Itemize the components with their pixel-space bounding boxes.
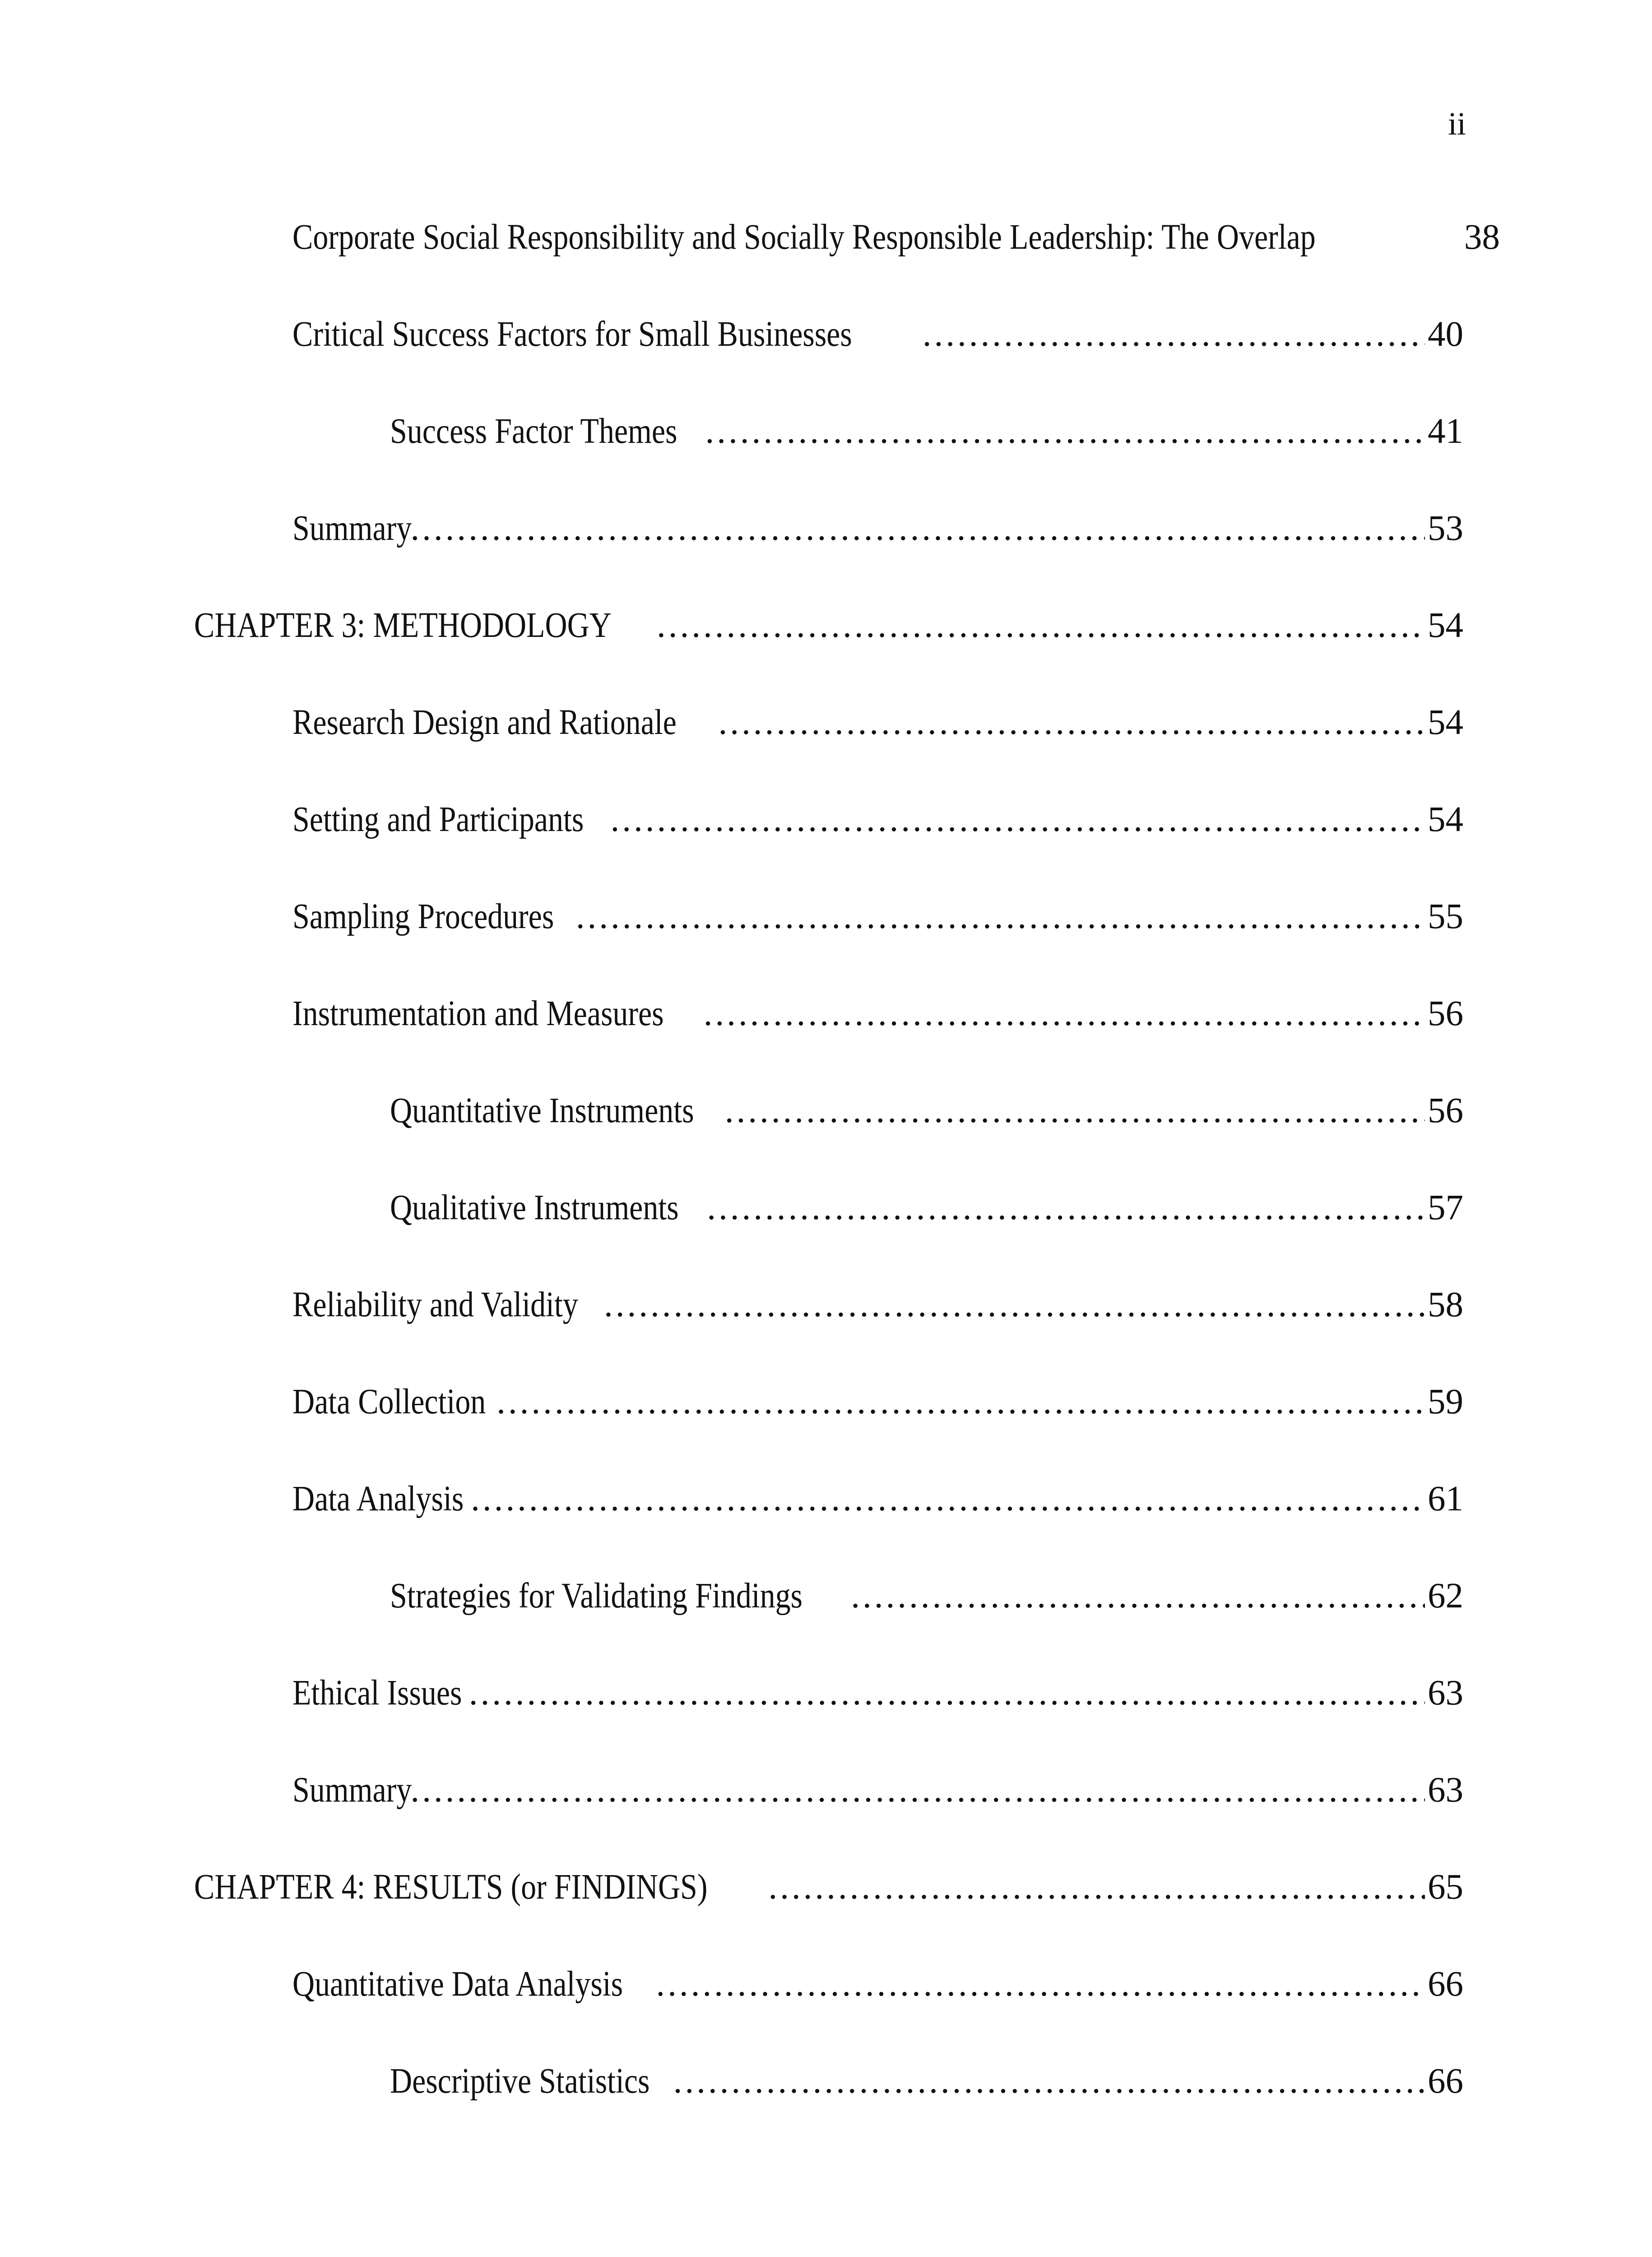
toc-entry-title: Quantitative Data Analysis: [292, 1964, 623, 2004]
toc-leader-dots: [707, 1186, 1425, 1230]
toc-entry-title: Setting and Participants: [292, 800, 584, 839]
toc-entry[interactable]: [0, 1769, 1652, 1866]
toc-entry-title: Descriptive Statistics: [390, 2062, 650, 2101]
toc-entry-title: Success Factor Themes: [390, 412, 678, 451]
toc-entry-title: Quantitative Instruments: [390, 1091, 694, 1130]
toc-entry-page: 57: [1428, 1188, 1463, 1227]
toc-entry[interactable]: [0, 1380, 1652, 1477]
toc-entry-title: Ethical Issues: [292, 1673, 462, 1713]
toc-leader-dots: [471, 1477, 1425, 1521]
toc-entry-title: Summary: [292, 1770, 412, 1810]
toc-leader-dots: [718, 701, 1425, 744]
toc-entry[interactable]: [0, 1089, 1652, 1186]
toc-entry-title: Data Analysis: [292, 1479, 464, 1519]
toc-leader-dots: [469, 1672, 1425, 1715]
toc-entry[interactable]: [0, 216, 1652, 313]
toc-entry-page: 62: [1428, 1576, 1463, 1616]
toc-entry-page: 53: [1428, 509, 1463, 548]
toc-entry-title: Summary: [292, 509, 412, 548]
toc-entry-page: 59: [1428, 1382, 1463, 1421]
toc-entry-title: Reliability and Validity: [292, 1285, 578, 1324]
toc-entry-page: 38: [1464, 218, 1500, 257]
table-of-contents: [0, 216, 1652, 2157]
toc-entry[interactable]: [0, 1186, 1652, 1283]
toc-leader-dots: [410, 507, 1425, 550]
toc-leader-dots: [768, 1866, 1425, 1909]
toc-entry-page: 66: [1428, 1964, 1463, 2004]
toc-entry-page: 40: [1428, 315, 1463, 354]
toc-leader-dots: [656, 1963, 1425, 2006]
toc-entry-chapter[interactable]: [0, 1866, 1652, 1963]
toc-entry[interactable]: [0, 1283, 1652, 1380]
toc-entry-page: 56: [1428, 994, 1463, 1033]
toc-entry-title: Research Design and Rationale: [292, 703, 677, 742]
toc-entry-page: 56: [1428, 1091, 1463, 1130]
toc-entry-title: CHAPTER 4: RESULTS (or FINDINGS): [194, 1867, 708, 1907]
toc-leader-dots: [851, 1574, 1425, 1618]
toc-entry-title: Critical Success Factors for Small Businesses: [292, 315, 852, 354]
toc-entry[interactable]: [0, 1477, 1652, 1574]
toc-entry[interactable]: [0, 1574, 1652, 1672]
page-number: ii: [1448, 106, 1466, 142]
toc-leader-dots: [704, 992, 1425, 1036]
toc-entry-page: 61: [1428, 1479, 1463, 1519]
toc-leader-dots: [604, 1283, 1425, 1327]
toc-entry[interactable]: [0, 895, 1652, 992]
toc-leader-dots: [673, 2060, 1425, 2103]
toc-entry-title: CHAPTER 3: METHODOLOGY: [194, 606, 612, 645]
toc-entry[interactable]: [0, 992, 1652, 1089]
toc-entry[interactable]: [0, 1672, 1652, 1769]
toc-leader-dots: [576, 895, 1425, 938]
toc-entry[interactable]: [0, 410, 1652, 507]
toc-entry-title: Data Collection: [292, 1382, 486, 1421]
toc-leader-dots: [497, 1380, 1425, 1424]
toc-entry-chapter[interactable]: [0, 604, 1652, 701]
toc-entry-page: 41: [1428, 412, 1463, 451]
toc-leader-dots: [657, 604, 1425, 647]
toc-entry-page: 54: [1428, 606, 1463, 645]
toc-entry-title: Strategies for Validating Findings: [390, 1576, 803, 1616]
toc-entry-page: 66: [1428, 2062, 1463, 2101]
toc-entry-page: 54: [1428, 703, 1463, 742]
toc-entry-title: Sampling Procedures: [292, 897, 554, 936]
toc-entry[interactable]: [0, 313, 1652, 410]
toc-entry[interactable]: [0, 798, 1652, 895]
toc-entry[interactable]: [0, 507, 1652, 604]
toc-entry[interactable]: [0, 1963, 1652, 2060]
toc-entry-title: Qualitative Instruments: [390, 1188, 679, 1227]
toc-leader-dots: [410, 1769, 1425, 1812]
toc-entry-page: 65: [1428, 1867, 1463, 1907]
toc-entry-page: 55: [1428, 897, 1463, 936]
toc-entry-page: 63: [1428, 1673, 1463, 1713]
toc-entry-title: Instrumentation and Measures: [292, 994, 664, 1033]
toc-leader-dots: [725, 1089, 1425, 1133]
toc-entry[interactable]: [0, 701, 1652, 798]
toc-leader-dots: [611, 798, 1425, 841]
toc-entry-title: Corporate Social Responsibility and Socially Responsible Leadership: The Overlap: [292, 218, 1316, 257]
toc-entry[interactable]: [0, 2060, 1652, 2157]
toc-entry-page: 58: [1428, 1285, 1463, 1324]
toc-leader-dots: [705, 410, 1425, 453]
toc-entry-page: 54: [1428, 800, 1463, 839]
toc-entry-page: 63: [1428, 1770, 1463, 1810]
toc-leader-dots: [923, 313, 1425, 356]
